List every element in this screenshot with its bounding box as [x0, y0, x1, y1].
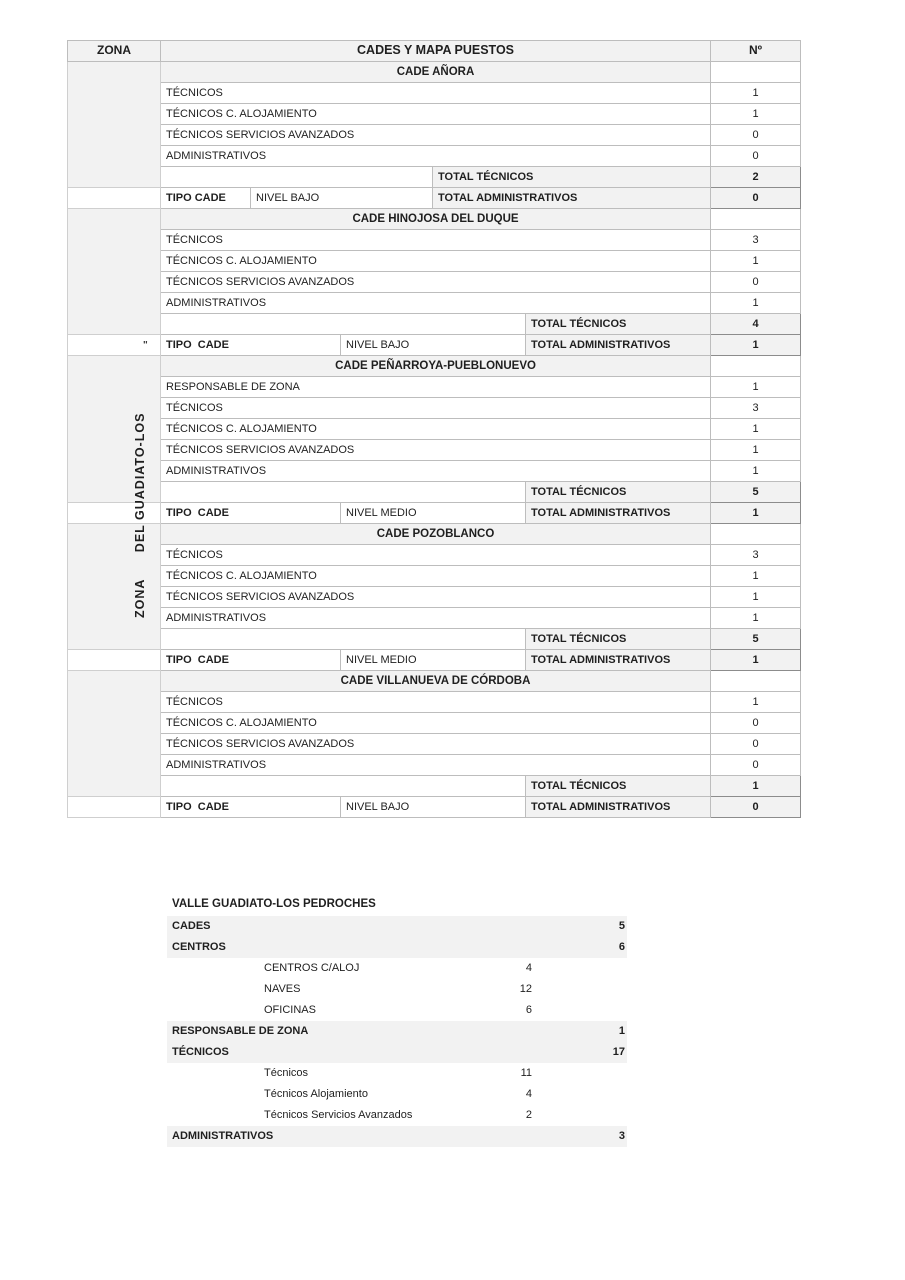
tipo-cade-row	[68, 797, 801, 818]
cade-section-header-row	[68, 209, 801, 230]
summary-row	[167, 979, 627, 1000]
total-administrativos-value: 1	[711, 503, 801, 524]
staff-count: 0	[711, 734, 801, 755]
staff-row	[68, 272, 801, 293]
zona-band	[68, 671, 161, 797]
staff-count: 1	[711, 83, 801, 104]
summary-row-label: Técnicos	[264, 1067, 309, 1079]
staff-count: 0	[711, 125, 801, 146]
spacer-cell	[161, 167, 433, 188]
summary-total-value	[593, 1084, 627, 1105]
cade-section-title: CADE VILLANUEVA DE CÓRDOBA	[161, 671, 711, 692]
summary-title: VALLE GUADIATO-LOS PEDROCHES	[172, 898, 376, 910]
zona-band-gap	[68, 650, 161, 671]
tipo-cade-label: TIPO CADE	[161, 188, 251, 209]
summary-row	[167, 958, 627, 979]
tipo-cade-row	[68, 335, 801, 356]
tipo-cade-row	[68, 503, 801, 524]
summary-total-value: 3	[618, 1130, 625, 1142]
staff-count: 1	[711, 251, 801, 272]
staff-count: 1	[711, 419, 801, 440]
staff-role-label: TÉCNICOS C. ALOJAMIENTO	[161, 566, 711, 587]
zona-band-gap	[68, 797, 161, 818]
summary-row-label: OFICINAS	[264, 1004, 316, 1016]
staff-count: 0	[711, 272, 801, 293]
staff-row	[68, 734, 801, 755]
summary-row-label: ADMINISTRATIVOS	[172, 1130, 274, 1142]
staff-row	[68, 377, 801, 398]
summary-sub-value: 2	[525, 1109, 532, 1121]
total-administrativos-label: TOTAL ADMINISTRATIVOS	[526, 503, 711, 524]
staff-role-label: TÉCNICOS	[161, 83, 711, 104]
cades-table	[67, 40, 801, 818]
staff-count: 1	[711, 293, 801, 314]
total-administrativos-label: TOTAL ADMINISTRATIVOS	[433, 188, 711, 209]
summary-row	[167, 916, 627, 937]
staff-role-label: TÉCNICOS SERVICIOS AVANZADOS	[161, 440, 711, 461]
staff-count: 1	[711, 587, 801, 608]
summary-total-value	[593, 1105, 627, 1126]
summary-row	[167, 1042, 627, 1063]
cades-table-region	[67, 40, 802, 852]
staff-row	[68, 461, 801, 482]
staff-role-label: TÉCNICOS	[161, 230, 711, 251]
summary-row-label: NAVES	[264, 983, 301, 995]
summary-sub-value: 4	[525, 962, 532, 974]
staff-role-label: TÉCNICOS SERVICIOS AVANZADOS	[161, 125, 711, 146]
summary-sub-value: 4	[525, 1088, 532, 1100]
zona-band	[68, 209, 161, 335]
summary-row	[167, 1084, 627, 1105]
staff-row	[68, 608, 801, 629]
cade-section-header-row	[68, 671, 801, 692]
total-tecnicos-value: 5	[711, 482, 801, 503]
staff-count: 1	[711, 377, 801, 398]
summary-total-value: 17	[612, 1046, 625, 1058]
tipo-cade-label: TIPO CADE	[161, 650, 341, 671]
summary-row-label: RESPONSABLE DE ZONA	[172, 1025, 309, 1037]
staff-row	[68, 146, 801, 167]
total-tecnicos-label: TOTAL TÉCNICOS	[526, 776, 711, 797]
staff-role-label: ADMINISTRATIVOS	[161, 461, 711, 482]
spacer-cell	[161, 776, 526, 797]
total-administrativos-value: 0	[711, 797, 801, 818]
summary-total-value	[593, 1000, 627, 1021]
staff-row	[68, 125, 801, 146]
total-tecnicos-value: 1	[711, 776, 801, 797]
total-tecnicos-label: TOTAL TÉCNICOS	[526, 314, 711, 335]
cade-section-header-row	[68, 524, 801, 545]
summary-row-label: CADES	[172, 920, 211, 932]
total-tecnicos-label: TOTAL TÉCNICOS	[526, 482, 711, 503]
cade-section-title: CADE AÑORA	[161, 62, 711, 83]
summary-row-label: CENTROS C/ALOJ	[264, 962, 360, 974]
staff-role-label: ADMINISTRATIVOS	[161, 293, 711, 314]
staff-role-label: TÉCNICOS SERVICIOS AVANZADOS	[161, 587, 711, 608]
num-empty-cell	[711, 356, 801, 377]
staff-count: 0	[711, 713, 801, 734]
summary-row	[167, 1021, 627, 1042]
staff-count: 0	[711, 755, 801, 776]
zona-band-gap	[68, 335, 161, 356]
zona-band-gap	[68, 503, 161, 524]
cade-section-title: CADE PEÑARROYA-PUEBLONUEVO	[161, 356, 711, 377]
zona-band	[68, 62, 161, 188]
total-tecnicos-row	[68, 482, 801, 503]
total-administrativos-label: TOTAL ADMINISTRATIVOS	[526, 650, 711, 671]
summary-rows	[167, 916, 627, 1147]
nivel-cade-value: NIVEL BAJO	[341, 797, 526, 818]
staff-count: 3	[711, 230, 801, 251]
tipo-cade-label: TIPO CADE	[161, 797, 341, 818]
summary-row-label: Técnicos Servicios Avanzados	[264, 1109, 413, 1121]
zona-band-gap	[68, 188, 161, 209]
tipo-cade-row	[68, 188, 801, 209]
spacer-cell	[161, 629, 526, 650]
summary-row	[167, 1126, 627, 1147]
staff-count: 3	[711, 545, 801, 566]
summary-row	[167, 1000, 627, 1021]
zona-ditto-mark: "	[143, 340, 148, 351]
zona-vertical-label: ZONA DEL GUADIATO-LOS	[133, 412, 147, 618]
summary-total-value	[593, 958, 627, 979]
staff-role-label: ADMINISTRATIVOS	[161, 146, 711, 167]
total-administrativos-value: 1	[711, 650, 801, 671]
staff-role-label: TÉCNICOS	[161, 545, 711, 566]
staff-row	[68, 398, 801, 419]
num-empty-cell	[711, 62, 801, 83]
summary-row	[167, 1063, 627, 1084]
summary-total-value	[593, 979, 627, 1000]
total-tecnicos-row	[68, 776, 801, 797]
total-administrativos-label: TOTAL ADMINISTRATIVOS	[526, 335, 711, 356]
zona-column-header: ZONA	[68, 41, 161, 62]
summary-row-label: Técnicos Alojamiento	[264, 1088, 368, 1100]
staff-row	[68, 545, 801, 566]
staff-role-label: TÉCNICOS C. ALOJAMIENTO	[161, 251, 711, 272]
staff-count: 1	[711, 608, 801, 629]
table-header-row	[68, 41, 801, 62]
zona-band	[68, 524, 161, 650]
summary-sub-value: 6	[525, 1004, 532, 1016]
summary-row	[167, 1105, 627, 1126]
total-administrativos-value: 1	[711, 335, 801, 356]
staff-role-label: TÉCNICOS	[161, 398, 711, 419]
total-tecnicos-value: 2	[711, 167, 801, 188]
staff-role-label: TÉCNICOS C. ALOJAMIENTO	[161, 713, 711, 734]
nivel-cade-value: NIVEL BAJO	[341, 335, 526, 356]
tipo-cade-row	[68, 650, 801, 671]
staff-count: 1	[711, 440, 801, 461]
staff-row	[68, 587, 801, 608]
summary-row-label: TÉCNICOS	[172, 1046, 229, 1058]
summary-sub-value: 12	[519, 983, 532, 995]
total-tecnicos-value: 5	[711, 629, 801, 650]
total-administrativos-value: 0	[711, 188, 801, 209]
staff-row	[68, 692, 801, 713]
staff-role-label: TÉCNICOS SERVICIOS AVANZADOS	[161, 272, 711, 293]
zone-summary-block	[167, 894, 627, 1147]
total-tecnicos-label: TOTAL TÉCNICOS	[526, 629, 711, 650]
staff-count: 0	[711, 146, 801, 167]
staff-role-label: RESPONSABLE DE ZONA	[161, 377, 711, 398]
num-empty-cell	[711, 671, 801, 692]
staff-row	[68, 440, 801, 461]
staff-row	[68, 83, 801, 104]
nivel-cade-value: NIVEL BAJO	[251, 188, 433, 209]
staff-row	[68, 104, 801, 125]
num-empty-cell	[711, 209, 801, 230]
spacer-cell	[161, 482, 526, 503]
total-tecnicos-row	[68, 629, 801, 650]
cade-section-title: CADE HINOJOSA DEL DUQUE	[161, 209, 711, 230]
staff-count: 1	[711, 104, 801, 125]
cade-section-header-row	[68, 356, 801, 377]
spacer-cell	[161, 314, 526, 335]
staff-role-label: TÉCNICOS C. ALOJAMIENTO	[161, 104, 711, 125]
nivel-cade-value: NIVEL MEDIO	[341, 503, 526, 524]
tipo-cade-label: TIPO CADE	[161, 503, 341, 524]
summary-total-value: 5	[618, 920, 625, 932]
staff-role-label: TÉCNICOS	[161, 692, 711, 713]
staff-count: 1	[711, 566, 801, 587]
tipo-cade-label: TIPO CADE	[161, 335, 341, 356]
staff-role-label: TÉCNICOS SERVICIOS AVANZADOS	[161, 734, 711, 755]
staff-row	[68, 566, 801, 587]
staff-count: 1	[711, 461, 801, 482]
staff-role-label: ADMINISTRATIVOS	[161, 755, 711, 776]
staff-row	[68, 713, 801, 734]
total-tecnicos-row	[68, 167, 801, 188]
summary-row-label: CENTROS	[172, 941, 226, 953]
summary-total-value	[593, 1063, 627, 1084]
staff-count: 1	[711, 692, 801, 713]
staff-row	[68, 293, 801, 314]
staff-row	[68, 230, 801, 251]
summary-sub-value: 11	[520, 1067, 532, 1079]
zona-band	[68, 356, 161, 503]
staff-role-label: TÉCNICOS C. ALOJAMIENTO	[161, 419, 711, 440]
total-administrativos-label: TOTAL ADMINISTRATIVOS	[526, 797, 711, 818]
total-tecnicos-label: TOTAL TÉCNICOS	[433, 167, 711, 188]
staff-count: 3	[711, 398, 801, 419]
table-title: CADES Y MAPA PUESTOS	[161, 41, 711, 62]
staff-row	[68, 755, 801, 776]
staff-role-label: ADMINISTRATIVOS	[161, 608, 711, 629]
total-tecnicos-row	[68, 314, 801, 335]
staff-row	[68, 419, 801, 440]
cade-section-header-row	[68, 62, 801, 83]
cade-section-title: CADE POZOBLANCO	[161, 524, 711, 545]
num-empty-cell	[711, 524, 801, 545]
nivel-cade-value: NIVEL MEDIO	[341, 650, 526, 671]
total-tecnicos-value: 4	[711, 314, 801, 335]
summary-total-value: 6	[618, 941, 625, 953]
num-column-header: Nº	[711, 41, 801, 62]
staff-row	[68, 251, 801, 272]
summary-total-value: 1	[618, 1025, 625, 1037]
summary-row	[167, 937, 627, 958]
